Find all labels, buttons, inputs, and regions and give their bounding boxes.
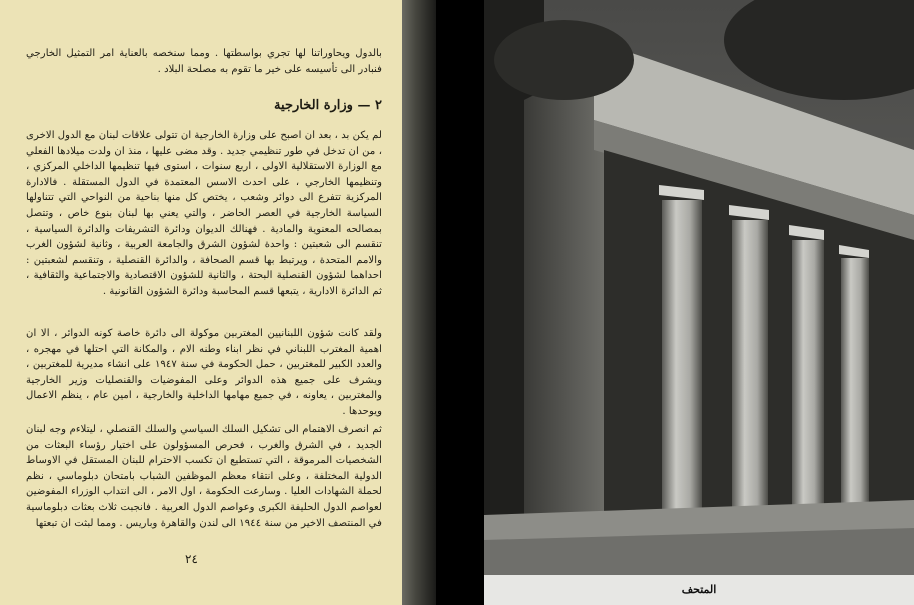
right-page	[484, 0, 914, 605]
paragraph-3: ثم انصرف الاهتمام الى تشكيل السلك السياسي والسلك القنصلي ، ليتلاءم وجه لبنان الجديد ، في الشرق والغرب ، فحرص المسؤولون على اختيار رؤساء البعثات من الشخصيات المرموقة ، التي تستطيع ان تكسب الاحترام للبنان المستقل في الاوساط الدولية المختلفة ، وعلى انتقاء معظم الموظفين الشباب بامتحان دبلوماسي ، نظم لحملة الشهادات العليا . وسارعت الحكومة ، اول الامر ، الى انتداب الوزراء المفوضين لعواصم الدول الحليفة الكبرى وعواصم الدول العربية . فانجبت ثلاث بعثات دبلوماسية في المنتصف الاخير من سنة ١٩٤٤ الى لندن والقاهرة وباريس . ومما لبثت ان تبعتها	[26, 424, 382, 529]
body-text-1	[26, 128, 382, 300]
section-heading: ٢ — وزارة الخارجية	[274, 98, 382, 113]
intro-text	[26, 46, 382, 77]
page-edge-shadow	[402, 0, 436, 605]
page-number: ٢٤	[185, 552, 198, 566]
paragraph-1: لم يكن بد ، بعد ان اصبح على وزارة الخارجية ان تتولى علاقات لبنان مع الدول الاخرى ، من ان تدخل في طور تنظيمي جديد . وقد مضى عليها ، منذ ان ولدت ميلادها الفعلي مع الوزارة الاستقلالية الاولى ، اربع سنوات ، استوى فيها تنظيمها الداخلي المركزي ، وتنظيمها الخارجي ، على احدث الاسس المعتمدة في الدول المستقلة . فالادارة المركزية تتفرع الى دوائر وشعب ، يختص كل منها بناحية من النواحي التي تتناولها السياسة الخارجية في العصر الحاضر ، والتي يعني بها لبنان بنوع خاص ، وتتصل بمصالحه المعنوية والمادية . فهنالك الديوان ودائرة التشريفات والدائرة السياسية ، تنقسم الى شعبتين : واحدة لشؤون الشرق والجامعة العربية ، وثانية لشؤون الغرب والامم المتحدة ، ويرتبط بها قسم الصحافة ، والدائرة القنصلية ، وتنقسم لشعبتين : احداهما لشؤون القنصلية البحتة ، والثانية للشؤون الاقتصادية والاجتماعية والثقافية ، ثم الدائرة الادارية ، يتبعها قسم المحاسبة ودائرة الشؤون القانونية .	[26, 130, 382, 297]
left-page	[0, 0, 402, 605]
book-gutter	[436, 0, 484, 605]
paragraph-2: ولقد كانت شؤون اللبنانيين المغتربين موكولة الى دائرة خاصة كونه الدوائر ، الا ان اهمية المغترب اللبناني في نظر ابناء وطنه الام ، والمكانة التي احتلها في مهجره ، والعدد الكبير للمغتربين ، حمل الحكومة في سنة ١٩٤٧ على انشاء مديرية للمغتربين ، ويشرف على جميع هذه الدوائر وعلى المفوضيات والقنصليات وزير الخارجية والمغتربين ، يعاونه ، في جميع مهامها الداخلية والخارجية ، امين عام ، ينظم الاعمال ويوحدها .	[26, 328, 382, 417]
photo-caption: المتحف	[681, 583, 717, 596]
body-text-3	[26, 422, 382, 531]
body-text-2	[26, 326, 382, 420]
intro-paragraph: بالدول ويحاوراتنا لها تجري بواسطتها . ومما سنخصه بالعناية امر التمثيل الخارجي فنبادر الى تأسيسه على خير ما تقوم به مصلحة البلاد .	[26, 48, 382, 75]
museum-building-photo	[484, 0, 914, 575]
